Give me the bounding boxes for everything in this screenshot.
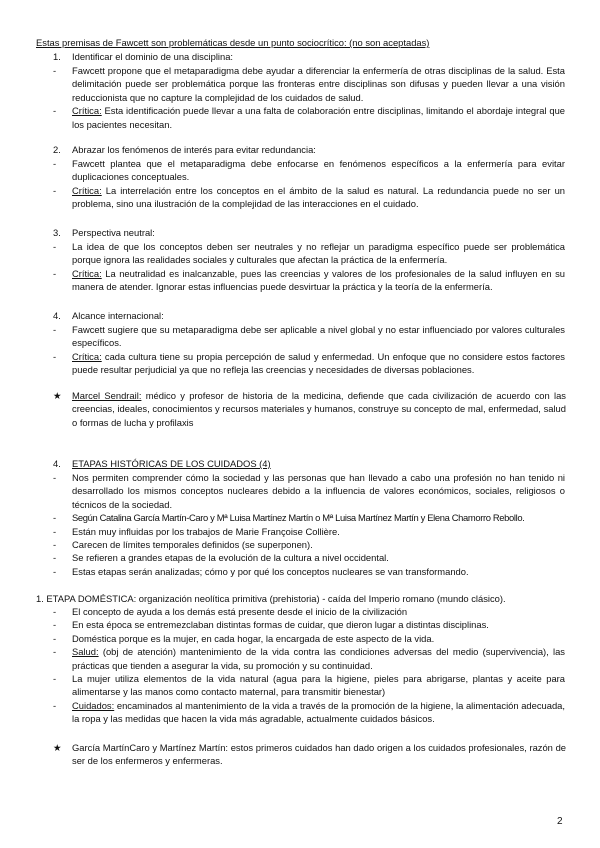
- item-text: Esta identificación puede llevar a una falta de colaboración entre disciplinas, limitando el abordaje integral que los pacientes necesitan.: [72, 105, 565, 130]
- critica-label: Crítica:: [72, 350, 102, 362]
- premise-number: 4.: [53, 310, 61, 321]
- section-number: 4.: [53, 458, 61, 469]
- premise-list: [53, 64, 565, 131]
- item-text: En esta época se entremezclaban distintas formas de cuidar, que dieron lugar a distintas disciplinas.: [72, 619, 489, 631]
- list-item: [53, 240, 565, 267]
- item-text: Fawcett sugiere que su metaparadigma debe ser aplicable a nivel global y no estar influenciado por valores culturales específicos.: [72, 324, 565, 349]
- list-item: - Según Catalina García Martín-Caro y Mª Luisa Martínez Martín o Mª Luisa Martínez Martín y Elena Chamorro Rebollo.: [53, 511, 565, 524]
- list-item: [53, 64, 565, 104]
- domestica-heading: 1. ETAPA DOMÉSTICA: organización neolítica primitiva (prehistoria) - caída del Imperio romano (mundo clásico).: [36, 593, 506, 604]
- item-text: Fawcett propone que el metaparadigma debe ayudar a diferenciar la enfermería de otras disciplinas de la salud. Esta delimitación puede ser problemática porque las fronteras entre disciplinas son difusas y pueden llevar a una visión reduccionista que no capture la complejidad de los cuidados de salud.: [72, 65, 565, 103]
- intro-heading: Estas premisas de Fawcett son problemáticas desde un punto sociocrítico: (no son aceptadas): [36, 37, 430, 48]
- domestica-list: [53, 605, 565, 726]
- cuidados-label: Cuidados:: [72, 699, 115, 711]
- salud-label: Salud:: [72, 646, 99, 658]
- list-item: - Están muy influidas por los trabajos de Marie Françoise Collière.: [53, 525, 565, 538]
- list-item: - Se refieren a grandes etapas de la evolución de la cultura a nivel occidental.: [53, 551, 565, 564]
- critica-label: Crítica:: [72, 105, 102, 117]
- section-title: ETAPAS HISTÓRICAS DE LOS CUIDADOS (4): [72, 458, 271, 469]
- list-item: [53, 672, 565, 699]
- star-icon: ★: [53, 742, 62, 753]
- list-item: - Nos permiten comprender cómo la sociedad y las personas que han llevado a cabo una profesión no han tenido ni desarrollado los mismos conceptos nucleares debido a la influencia de valores económicos, sociales, religiosos o técnicos de la sociedad.: [53, 471, 565, 511]
- list-item: - Estas etapas serán analizadas; cómo y por qué los conceptos nucleares se van transformando.: [53, 565, 565, 578]
- item-text: La mujer utiliza elementos de la vida natural (agua para la higiene, pieles para abrigarse, plantas y aceite para alimentarse y las manos como contacto maternal, para transmitir bienestar): [72, 673, 565, 698]
- premise-number: 3.: [53, 227, 61, 238]
- star-note-text: García MartínCaro y Martínez Martín: estos primeros cuidados han dado origen a los cuidados profesionales, razón de ser de los enfermeros y enfermeras.: [72, 742, 566, 767]
- critica-label: Crítica:: [72, 267, 102, 279]
- premise-list: [53, 157, 565, 211]
- list-item: [53, 184, 565, 211]
- premise-title: Identificar el dominio de una disciplina:: [72, 51, 234, 62]
- premise-list: [53, 240, 565, 294]
- etapas-list: [53, 471, 565, 578]
- item-text: La idea de que los conceptos deben ser neutrales y no reflejar un paradigma específico puede ser problemática porque ignora las realidades sociales y culturales que afectan la práctica de la enfermería.: [72, 241, 565, 266]
- star-icon: ★: [53, 390, 62, 401]
- list-item: [53, 618, 565, 631]
- list-item: [53, 323, 565, 350]
- item-text: Fawcett plantea que el metaparadigma debe enfocarse en fenómenos específicos a la enfermería para evitar duplicaciones conceptuales.: [72, 158, 565, 183]
- item-text: (obj de atención) mantenimiento de la vida contra las condiciones adversas del medio (supervivencia), las prácticas que tienden a asegurar la vida, su promoción y su continuidad.: [72, 646, 565, 671]
- critica-label: Crítica:: [72, 184, 102, 196]
- star-note-text: [72, 389, 566, 429]
- premise-number: 2.: [53, 144, 61, 155]
- premise-title: Perspectiva neutral:: [72, 227, 155, 238]
- item-text: encaminados al mantenimiento de la vida a través de la promoción de la higiene, la alimentación adecuada, la ropa y las medidas que hacen la vida más agradable, actualmente cuidados básicos.: [72, 699, 565, 725]
- list-item: [53, 645, 565, 672]
- premise-list: [53, 323, 565, 377]
- list-item: [53, 104, 565, 131]
- list-item: [53, 605, 565, 618]
- page-number: 2: [557, 816, 563, 827]
- premise-title: Alcance internacional:: [72, 310, 164, 321]
- list-item: - Carecen de límites temporales definidos (se superponen).: [53, 538, 565, 551]
- item-text: cada cultura tiene su propia percepción de salud y enfermedad. Un enfoque que no considere estos factores puede resultar perjudicial ya que no refleja las creencias y necesidades de diversas poblaciones.: [72, 350, 565, 376]
- list-item: [53, 699, 565, 726]
- star-note-body: médico y profesor de historia de la medicina, defiende que cada civilización de acuerdo con las creencias, ideales, conocimientos y recursos materiales y humanos, construye su concepto de mal, enfermedad, salud o formas de lucha y profilaxis: [72, 390, 566, 428]
- premise-title: Abrazar los fenómenos de interés para evitar redundancia:: [72, 144, 316, 155]
- list-item: [53, 350, 565, 377]
- item-text: La neutralidad es inalcanzable, pues las creencias y valores de los profesionales de la salud influyen en su manera de atender. Ignorar estas influencias puede desvirtuar la práctica y la teoría de la enfermería.: [72, 267, 565, 293]
- domestica-section: [36, 592, 566, 725]
- premise-number: 1.: [53, 51, 61, 62]
- star-note-label: Marcel Sendrail:: [72, 390, 142, 401]
- item-text: El concepto de ayuda a los demás está presente desde el inicio de la civilización: [72, 606, 408, 617]
- item-text: Doméstica porque es la mujer, en cada hogar, la encargada de este aspecto de la vida.: [72, 632, 435, 644]
- item-text: La interrelación entre los conceptos en el ámbito de la salud es natural. La redundancia puede no ser un problema, sino una ilustración de la complejidad de las interacciones en el cuidado.: [72, 184, 565, 210]
- list-item: [53, 157, 565, 184]
- list-item: [53, 267, 565, 294]
- list-item: [53, 632, 565, 645]
